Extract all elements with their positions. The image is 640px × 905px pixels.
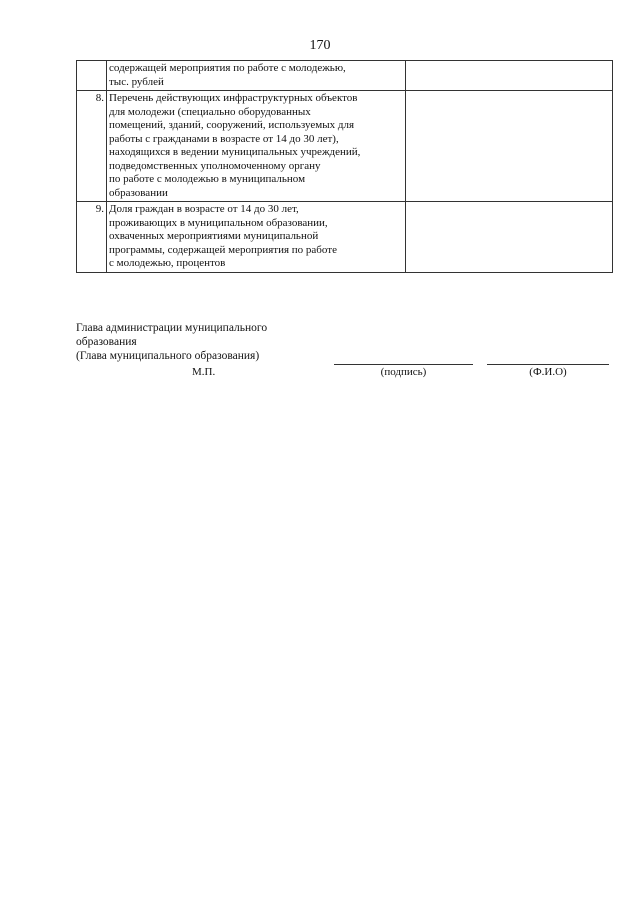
description-line: подведомственных уполномоченному органу bbox=[109, 159, 321, 172]
row-number: 8. bbox=[77, 91, 107, 202]
row-description bbox=[107, 202, 406, 273]
row-number bbox=[77, 61, 107, 91]
row-value-cell bbox=[406, 91, 613, 202]
row-value-cell bbox=[406, 202, 613, 273]
row-description bbox=[107, 91, 406, 202]
description-line: работы с гражданами в возрасте от 14 до 30 лет), bbox=[109, 132, 339, 145]
description-line: для молодежи (специально оборудованных bbox=[109, 105, 311, 118]
description-line: тыс. рублей bbox=[109, 75, 164, 88]
description-line: находящихся в ведении муниципальных учреждений, bbox=[109, 146, 361, 158]
signature-caption: (подпись) bbox=[380, 366, 427, 378]
description-line: помещений, зданий, сооружений, используемых для bbox=[109, 119, 355, 131]
stamp-label: М.П. bbox=[192, 366, 216, 378]
signature-line bbox=[334, 364, 473, 365]
signature-title-line: Глава администрации муниципального bbox=[76, 322, 268, 334]
table-row bbox=[77, 61, 613, 91]
description-line: Доля граждан в возрасте от 14 до 30 лет, bbox=[109, 203, 299, 215]
row-value-cell bbox=[406, 61, 613, 91]
description-line: по работе с молодежью в муниципальном bbox=[109, 173, 306, 185]
page-number: 170 bbox=[309, 38, 331, 53]
description-line: с молодежью, процентов bbox=[109, 257, 226, 269]
name-caption: (Ф.И.О) bbox=[529, 366, 567, 378]
signature-block bbox=[76, 321, 267, 363]
table-row bbox=[77, 91, 613, 202]
description-line: программы, содержащей мероприятия по работе bbox=[109, 243, 337, 256]
indicator-table bbox=[76, 60, 613, 273]
table-row bbox=[77, 202, 613, 273]
row-number: 9. bbox=[77, 202, 107, 273]
row-description bbox=[107, 61, 406, 91]
signature-title-line: (Глава муниципального образования) bbox=[76, 350, 260, 362]
description-line: проживающих в муниципальном образовании, bbox=[109, 216, 328, 229]
description-line: Перечень действующих инфраструктурных объектов bbox=[109, 92, 358, 104]
name-line bbox=[487, 364, 609, 365]
description-line: образовании bbox=[109, 186, 168, 199]
description-line: охваченных мероприятиями муниципальной bbox=[109, 230, 319, 242]
description-line: содержащей мероприятия по работе с молодежью, bbox=[109, 62, 346, 74]
signature-title-line: образования bbox=[76, 336, 137, 348]
